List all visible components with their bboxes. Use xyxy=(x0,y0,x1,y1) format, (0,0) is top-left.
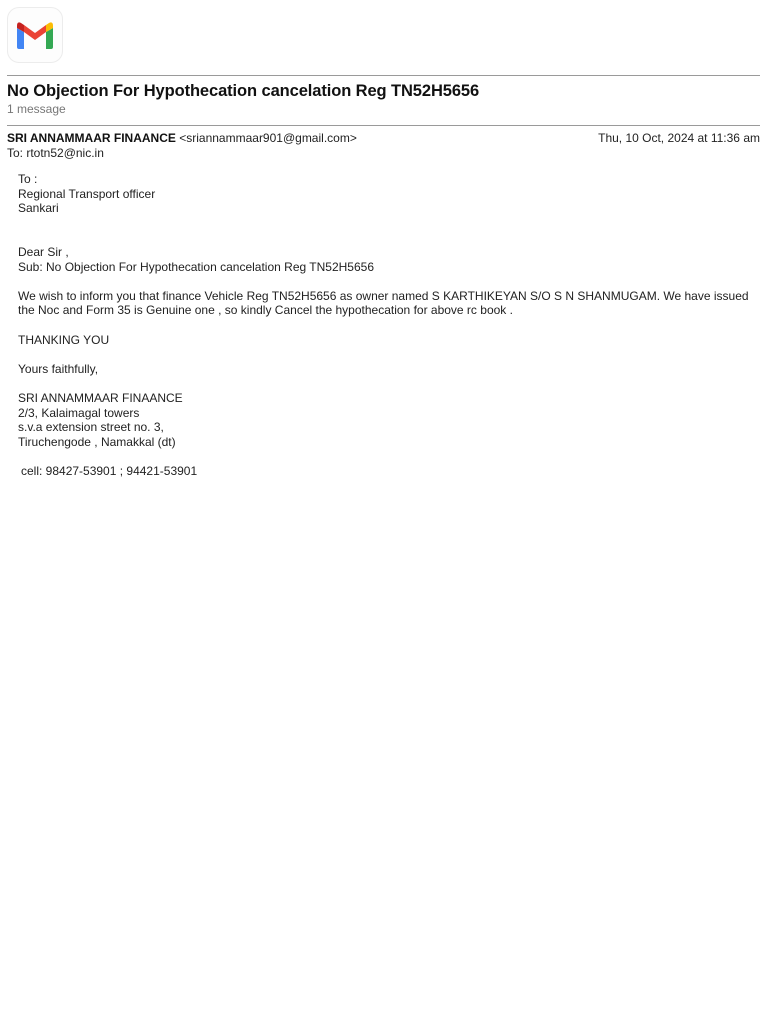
cell-numbers: cell: 98427-53901 ; 94421-53901 xyxy=(21,463,198,478)
thread-subject: No Objection For Hypothecation cancelation Reg TN52H5656 xyxy=(7,82,480,100)
message-count: 1 message xyxy=(7,102,66,116)
greeting: Dear Sir , xyxy=(18,244,69,259)
subject-divider xyxy=(7,125,760,126)
closing-line: Yours faithfully, xyxy=(18,361,99,376)
body-paragraph: We wish to inform you that finance Vehicle Reg TN52H5656 as owner named S KARTHIKEYAN S/O S N SHANMUGAM. We have issued the Noc and Form 35 is Genuine one , so kindly Cancel the hypothecation for above rc book . xyxy=(18,288,749,318)
message-body xyxy=(18,172,753,478)
thanks-line: THANKING YOU xyxy=(18,332,110,347)
header-divider xyxy=(7,75,760,76)
address-to: To : xyxy=(18,172,38,186)
sender-email[interactable]: <sriannammaar901@gmail.com> xyxy=(179,131,357,145)
gmail-logo-icon xyxy=(15,20,55,50)
recipient-line: To: rtotn52@nic.in xyxy=(7,146,104,160)
signature-address-1: 2/3, Kalaimagal towers xyxy=(18,405,140,420)
sender-line xyxy=(7,131,357,145)
signature-address-3: Tiruchengode , Namakkal (dt) xyxy=(18,434,176,449)
gmail-logo[interactable] xyxy=(7,7,63,63)
subject-line: Sub: No Objection For Hypothecation cancelation Reg TN52H5656 xyxy=(18,259,374,274)
message-date: Thu, 10 Oct, 2024 at 11:36 am xyxy=(598,131,760,145)
address-office: Regional Transport officer xyxy=(18,186,156,201)
signature-name: SRI ANNAMMAAR FINAANCE xyxy=(18,390,183,405)
sender-name: SRI ANNAMMAAR FINAANCE xyxy=(7,131,176,145)
signature-address-2: s.v.a extension street no. 3, xyxy=(18,420,164,435)
gmail-logo-m-center xyxy=(24,25,46,40)
address-place: Sankari xyxy=(18,201,59,216)
